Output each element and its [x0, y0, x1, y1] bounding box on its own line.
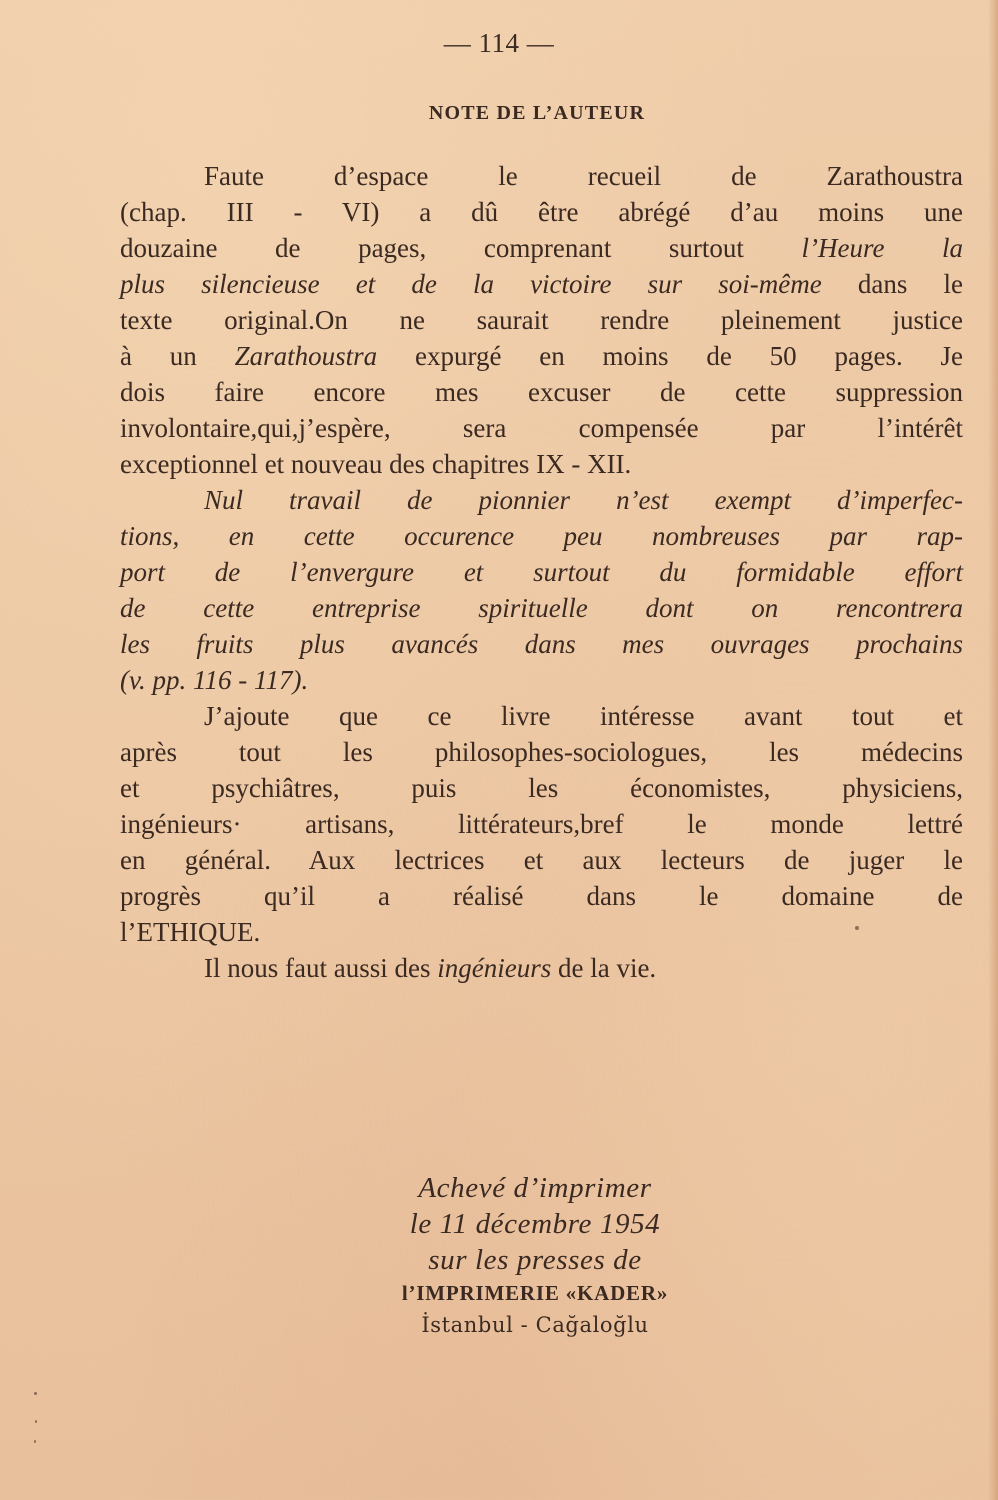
- paper-speck: [855, 926, 859, 930]
- text-line: [120, 734, 963, 770]
- text-segment: en général. Aux lectrices et aux lecteurs de juger le: [120, 845, 963, 875]
- colophon-printer: l’IMPRIMERIE «KADER»: [401, 1281, 669, 1305]
- italic-text: (v. pp. 116 - 117).: [120, 665, 309, 695]
- text-segment: de la vie.: [551, 953, 657, 983]
- text-line: [120, 338, 963, 374]
- colophon-line-2: le 11 décembre 1954: [409, 1208, 661, 1240]
- page-edge-shadow: [988, 0, 998, 1500]
- italic-text: l’Heure la: [801, 233, 964, 263]
- italic-text: tions, en cette occurence peu nombreuses par rap-: [120, 521, 963, 551]
- italic-text: port de l’envergure et surtout du formidable effort: [120, 557, 963, 587]
- page-number: — 114 —: [443, 28, 555, 58]
- italic-text: ingénieurs: [437, 953, 552, 983]
- italic-text: Nul travail de pionnier n’est exempt d’imperfec-: [204, 485, 963, 515]
- text-line: [120, 590, 963, 626]
- text-segment: douzaine de pages, comprenant surtout: [120, 233, 802, 263]
- text-segment: involontaire,qui,j’espère, sera compensée par l’intérêt: [120, 413, 963, 443]
- text-line: [120, 914, 963, 950]
- text-segment: dans le: [821, 269, 963, 299]
- text-line: [120, 194, 963, 230]
- colophon-line-1: Achevé d’imprimer: [418, 1172, 652, 1204]
- text-line: [120, 446, 963, 482]
- text-line: [120, 626, 963, 662]
- colophon-city: İstanbul - Cağaloğlu: [421, 1313, 649, 1337]
- text-line: [120, 698, 963, 734]
- body-text: [120, 158, 963, 986]
- text-line: [120, 878, 963, 914]
- text-segment: après tout les philosophes-sociologues, les médecins: [120, 737, 963, 767]
- text-line: [120, 518, 963, 554]
- italic-text: les fruits plus avancés dans mes ouvrages prochains: [120, 629, 963, 659]
- text-line: [120, 230, 963, 266]
- colophon-line-3: sur les presses de: [428, 1244, 642, 1276]
- italic-text: plus silencieuse et de la victoire sur soi-même: [120, 269, 822, 299]
- italic-text: Zarathoustra: [234, 341, 378, 371]
- text-segment: expurgé en moins de 50 pages. Je: [377, 341, 963, 371]
- text-line: [120, 266, 963, 302]
- paper-speck: [34, 1392, 37, 1395]
- text-line: [120, 374, 963, 410]
- text-segment: progrès qu’il a réalisé dans le domaine de: [120, 881, 963, 911]
- text-line: [120, 662, 963, 698]
- text-segment: l’ETHIQUE.: [120, 917, 261, 947]
- text-segment: ingénieurs· artisans, littérateurs,bref le monde lettré: [120, 809, 963, 839]
- text-segment: exceptionnel et nouveau des chapitres IX - XII.: [120, 449, 632, 479]
- text-line: [120, 770, 963, 806]
- text-segment: J’ajoute que ce livre intéresse avant tout et: [204, 701, 963, 731]
- text-segment: dois faire encore mes excuser de cette suppression: [120, 377, 963, 407]
- section-title: NOTE DE L’AUTEUR: [428, 102, 646, 124]
- text-segment: à un: [120, 341, 235, 371]
- text-line: [120, 410, 963, 446]
- text-line: [120, 806, 963, 842]
- text-line: [120, 482, 963, 518]
- text-segment: Faute d’espace le recueil de Zarathoustra: [204, 161, 963, 191]
- text-line: [120, 554, 963, 590]
- text-segment: texte original.On ne saurait rendre pleinement justice: [120, 305, 963, 335]
- text-segment: et psychiâtres, puis les économistes, physiciens,: [120, 773, 963, 803]
- text-line: [120, 302, 963, 338]
- text-segment: Il nous faut aussi des: [204, 953, 438, 983]
- colophon: [330, 1170, 740, 1342]
- paper-speck: [34, 1440, 36, 1443]
- paper-speck: [35, 1420, 37, 1423]
- italic-text: de cette entreprise spirituelle dont on rencontrera: [120, 593, 963, 623]
- text-line: [120, 842, 963, 878]
- text-segment: (chap. III - VI) a dû être abrégé d’au moins une: [120, 197, 963, 227]
- text-line: [120, 950, 963, 986]
- text-line: [120, 158, 963, 194]
